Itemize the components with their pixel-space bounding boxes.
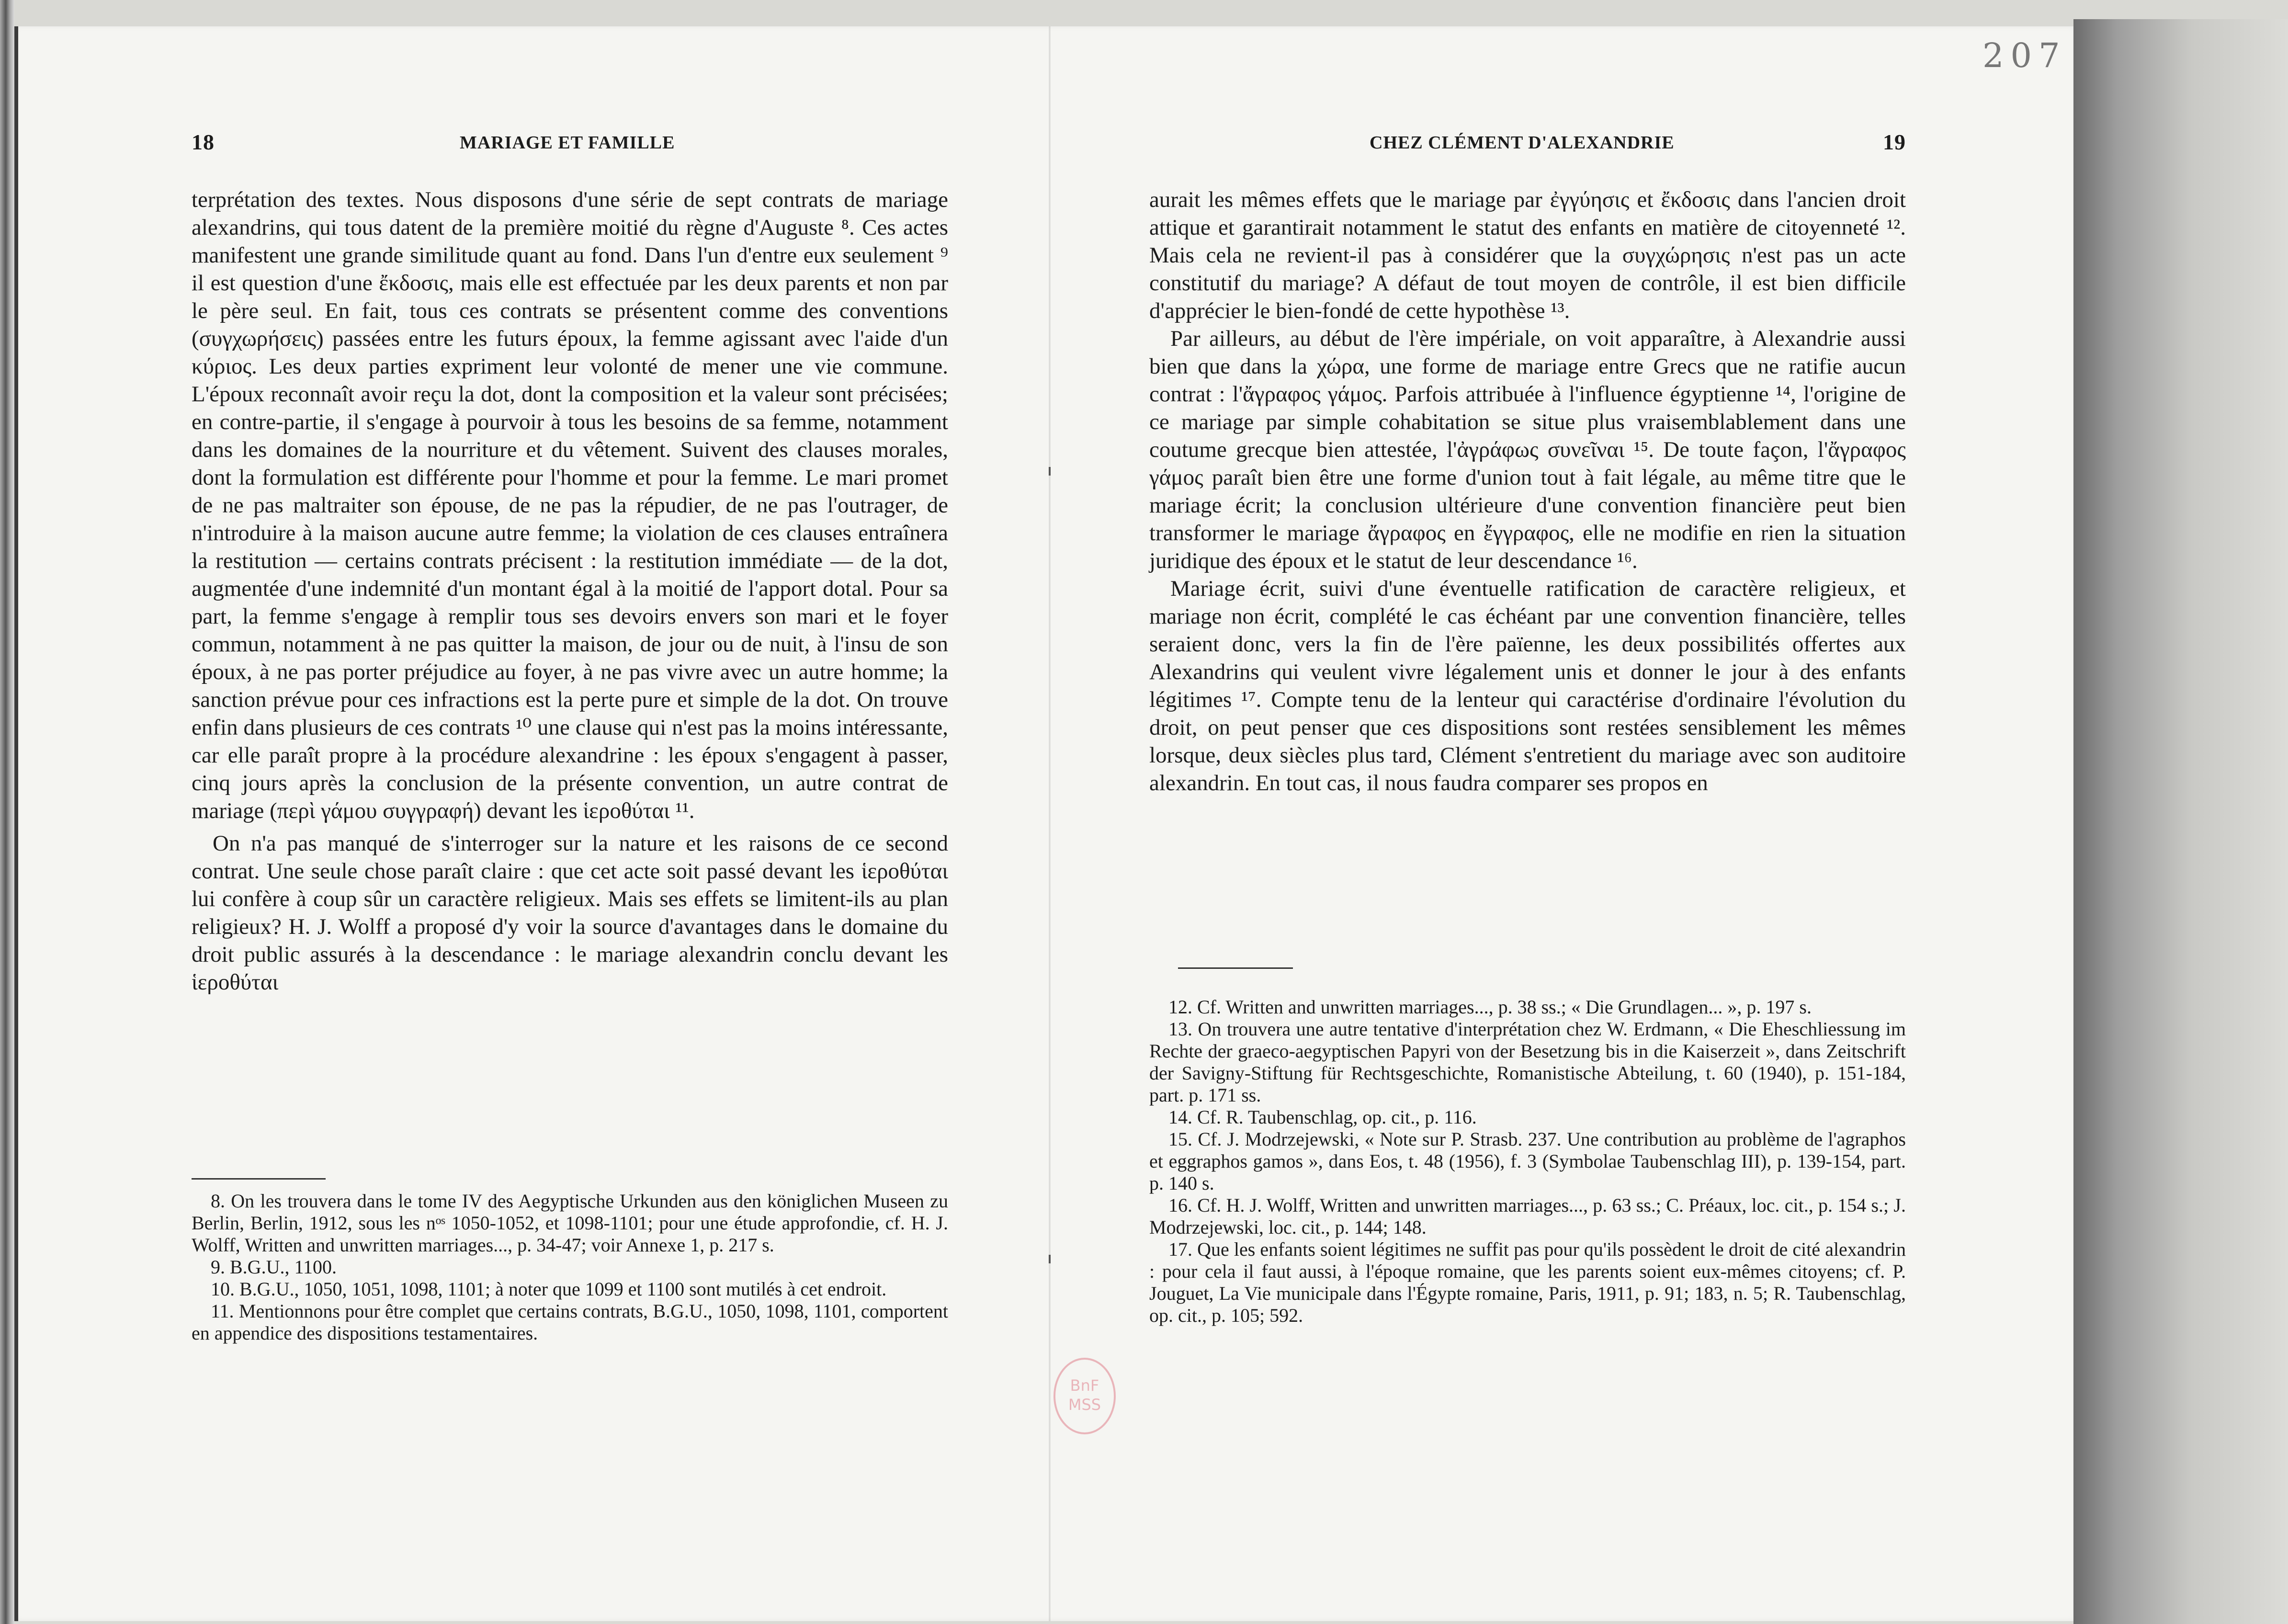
folio-number: 207 xyxy=(1982,36,2067,75)
footnote-15: 15. Cf. J. Modrzejewski, « Note sur P. Strasb. 237. Une contribution au problème de l'agraphos et eggraphos gamos », dans Eos, t. 48 (1956), f. 3 (Symbolae Taubenschlag III), p. 139-154, part. p. 140 s. xyxy=(1149,1128,1906,1194)
left-page-number: 18 xyxy=(192,130,215,154)
left-running-head xyxy=(192,129,948,158)
book-edge xyxy=(0,0,14,1624)
book-gutter xyxy=(1049,26,1051,1621)
library-stamp: BnF MSS xyxy=(1053,1358,1116,1434)
right-body-text xyxy=(1149,186,1906,797)
left-paragraph-1: terprétation des textes. Nous disposons d'une série de sept contrats de mariage alexandrins, qui tous datent de la première moitié du règne d'Auguste ⁸. Ces actes manifestent une grande similitude quant au fond. Dans l'un d'entre eux seulement ⁹ il est question d'une ἔκδοσις, mais elle est effectuée par les deux parents et non par le père seul. En fait, tous ces contrats se présentent comme des conventions (συγχωρήσεις) passées entre les futurs époux, la femme agissant avec l'aide d'un κύριος. Les deux parties expriment leur volonté de mener une vie commune. L'époux reconnaît avoir reçu la dot, dont la composition et la valeur sont précisées; en contre-partie, il s'engage à pourvoir à tous les besoins de sa femme, notamment dans les domaines de la nourriture et du vêtement. Suivent des clauses morales, dont la formulation est différente pour l'homme et pour la femme. Le mari promet de ne pas maltraiter son épouse, de ne pas la répudier, de ne pas l'outrager, de n'introduire à la maison aucune autre femme; la violation de ces clauses entraînera la restitution — certains contrats précisent : la restitution immédiate — de la dot, augmentée d'une indemnité d'un montant égal à la moitié de l'apport dotal. Pour sa part, la femme s'engage à remplir tous ses devoirs envers son mari et le foyer commun, notamment à ne pas quitter la maison, de jour ou de nuit, à l'insu de son époux, à ne pas porter préjudice au foyer, à ne pas vivre avec un autre homme; la sanction prévue pour ces infractions est la perte pure et simple de la dot. On trouve enfin dans plusieurs de ces contrats ¹⁰ une clause qui n'est pas la moins intéressante, car elle paraît propre à la procédure alexandrine : les époux s'engagent à passer, cinq jours après la conclusion de la présente convention, un autre contrat de mariage (περὶ γάμου συγγραφή) devant les ἱεροθύται ¹¹. xyxy=(192,187,948,823)
left-body-text xyxy=(192,186,948,996)
gutter-mark xyxy=(1049,1255,1051,1263)
left-footnote-rule xyxy=(192,1178,326,1180)
footnote-12: 12. Cf. Written and unwritten marriages..., p. 38 ss.; « Die Grundlagen... », p. 197 s. xyxy=(1168,996,1812,1018)
footnote-13: 13. On trouvera une autre tentative d'interprétation chez W. Erdmann, « Die Eheschliessung im Rechte der graeco-aegyptischen Papyri von der Besetzung bis in die Kaiserzeit », dans Zeitschrift der Savigny-Stiftung für Rechtsgeschichte, Romanistische Abteilung, t. 60 (1940), p. 151-184, part. p. 171 ss. xyxy=(1149,1018,1906,1106)
right-running-title: CHEZ CLÉMENT D'ALEXANDRIE xyxy=(1370,133,1675,153)
footnote-11: 11. Mentionnons pour être complet que certains contrats, B.G.U., 1050, 1098, 1101, comportent en appendice des dispositions testamentaires. xyxy=(192,1300,948,1344)
right-footnote-rule xyxy=(1178,967,1293,969)
left-paragraph-2: On n'a pas manqué de s'interroger sur la nature et les raisons de ce second contrat. Une seule chose paraît claire : que cet acte soit passé devant les ἱεροθύται lui confère à coup sûr un caractère religieux. Mais ses effets se limitent-ils au plan religieux? H. J. Wolff a proposé d'y voir la source d'avantages dans le domaine du droit public assurés à la descendance : le mariage alexandrin conclu devant les ἱεροθύται xyxy=(192,831,948,995)
left-footnotes xyxy=(192,1190,948,1344)
left-running-title: MARIAGE ET FAMILLE xyxy=(460,133,675,153)
footnote-9: 9. B.G.U., 1100. xyxy=(211,1256,337,1278)
footnote-14: 14. Cf. R. Taubenschlag, op. cit., p. 116. xyxy=(1168,1106,1477,1128)
footnote-10: 10. B.G.U., 1050, 1051, 1098, 1101; à noter que 1099 et 1100 sont mutilés à cet endroit. xyxy=(211,1278,887,1300)
footnote-17: 17. Que les enfants soient légitimes ne suffit pas pour qu'ils possèdent le droit de cité alexandrin : pour cela il faut aussi, à l'époque romaine, que les parents soient eux-mêmes citoyens; cf. P. Jouguet, La Vie municipale dans l'Égypte romaine, Paris, 1911, p. 91; 183, n. 5; R. Taubenschlag, op. cit., p. 105; 592. xyxy=(1149,1238,1906,1326)
right-paragraph-2: Par ailleurs, au début de l'ère impériale, on voit apparaître, à Alexandrie aussi bien que dans la χώρα, une forme de mariage entre Grecs que ne ratifie aucun contrat : l'ἄγραφος γάμος. Parfois attribuée à l'influence égyptienne ¹⁴, l'origine de ce mariage par simple cohabitation se situe plus vraisemblablement dans une coutume grecque bien attestée, l'ἀγράφως συνεῖναι ¹⁵. De toute façon, l'ἄγραφος γάμος paraît bien être une forme d'union tout à fait légale, au même titre que le mariage écrit; la conclusion ultérieure d'une convention financière peut bien transformer le mariage ἄγραφος en ἔγγραφος, elle ne modifie en rien la situation juridique des époux et le statut de leur descendance ¹⁶. xyxy=(1149,326,1906,573)
right-page-number: 19 xyxy=(1883,130,1906,154)
right-paragraph-3: Mariage écrit, suivi d'une éventuelle ratification de caractère religieux, et mariage non écrit, complété le cas échéant par une convention financière, telles seraient donc, vers la fin de l'ère païenne, les deux possibilités offertes aux Alexandrins qui veulent vivre légalement unis et donner le jour à des enfants légitimes ¹⁷. Compte tenu de la lenteur qui caractérise d'ordinaire l'évolution du droit, on peut penser que ces dispositions sont restées sensiblement les mêmes lorsque, deux siècles plus tard, Clément s'entretient du mariage avec son auditoire alexandrin. En tout cas, il nous faudra comparer ses propos en xyxy=(1149,576,1906,795)
scan-shadow xyxy=(2073,19,2288,1624)
right-running-head xyxy=(1149,129,1906,158)
footnote-16: 16. Cf. H. J. Wolff, Written and unwritten marriages..., p. 63 ss.; C. Préaux, loc. cit., p. 154 s.; J. Modrzejewski, loc. cit., p. 144; 148. xyxy=(1149,1194,1906,1238)
right-paragraph-1: aurait les mêmes effets que le mariage par ἐγγύησις et ἔκδοσις dans l'ancien droit attique et garantirait notamment le statut des enfants en matière de citoyenneté ¹². Mais cela ne revient-il pas à considérer que la συγχώρησις n'est pas un acte constitutif du mariage? A défaut de tout moyen de contrôle, il est bien difficile d'apprécier le bien-fondé de cette hypothèse ¹³. xyxy=(1149,187,1906,323)
footnote-8: 8. On les trouvera dans le tome IV des Aegyptische Urkunden aus den königlichen Museen zu Berlin, Berlin, 1912, sous les nᵒˢ 1050-1052, et 1098-1101; pour une étude approfondie, cf. H. J. Wolff, Written and unwritten marriages..., p. 34-47; voir Annexe 1, p. 217 s. xyxy=(192,1190,948,1256)
right-footnotes xyxy=(1149,996,1906,1327)
gutter-mark xyxy=(1049,467,1051,476)
